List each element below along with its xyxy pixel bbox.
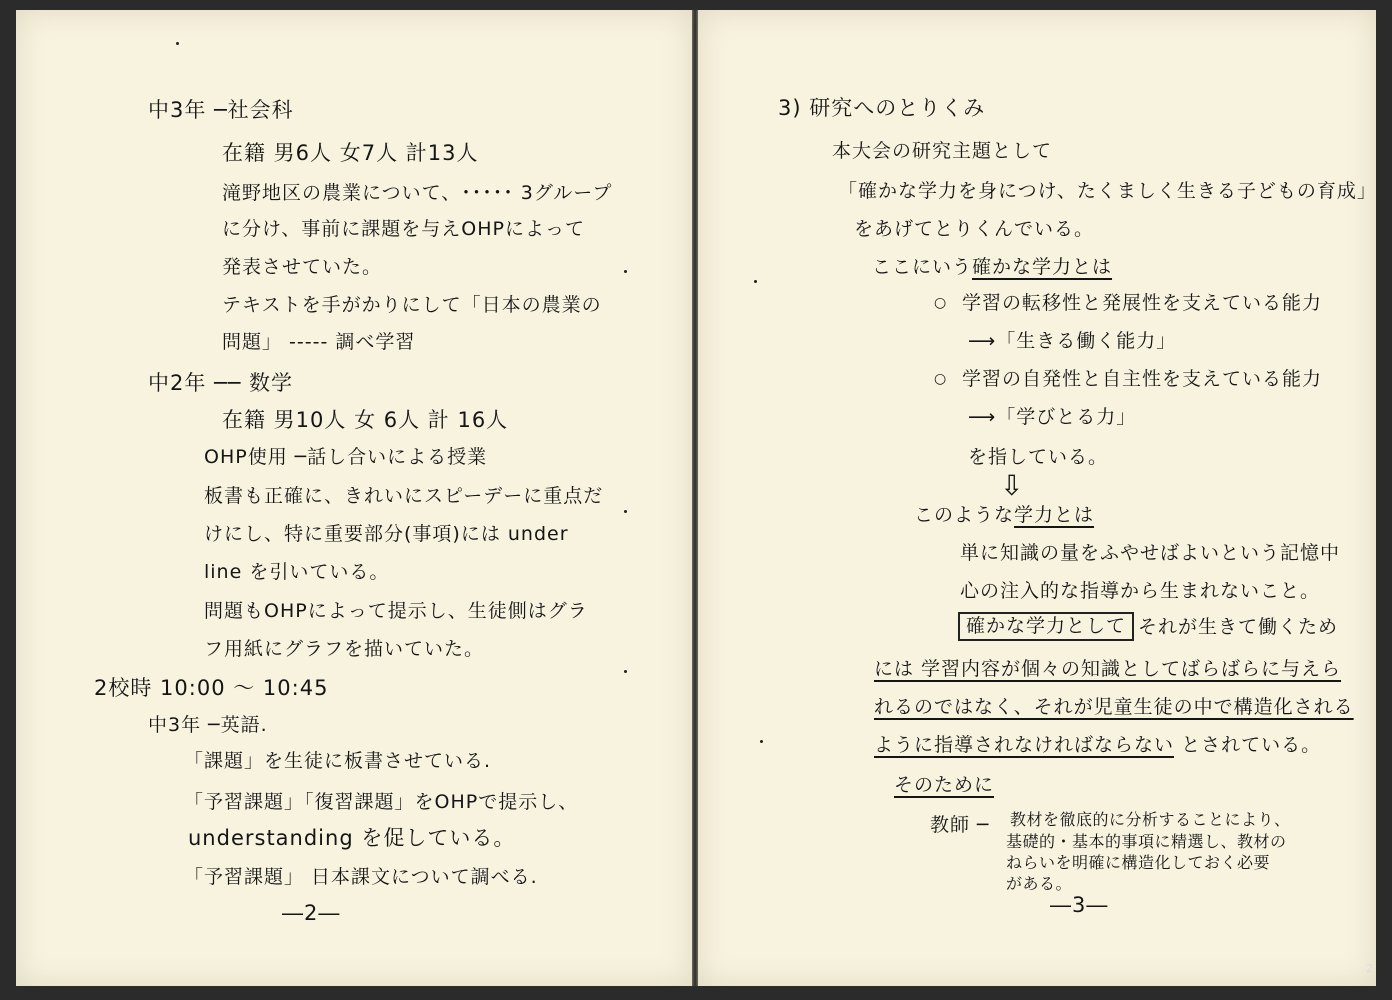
grade3-social-heading: 中3年 ─社会科 xyxy=(148,98,294,122)
right-page xyxy=(698,10,1376,986)
text-line: には 学習内容が個々の知識としてばらばらに与えら xyxy=(874,658,1342,680)
text-line: 板書も正確に、きれいにスピーデーに重点だ xyxy=(204,485,604,507)
text-line: テキストを手がかりにして「日本の農業の xyxy=(222,294,602,316)
text-line: けにし、特に重要部分(事項)には under xyxy=(204,523,569,545)
text-line: ねらいを明確に構造化しておく必要 xyxy=(1006,853,1271,872)
left-page xyxy=(16,10,692,986)
text-line: それが生きて働くため xyxy=(1138,616,1339,638)
text-line: 問題」 ----- 調べ学習 xyxy=(222,331,416,353)
grade2-math-heading: 中2年 ── 数学 xyxy=(148,371,293,395)
text-line: understanding を促している。 xyxy=(188,826,516,850)
bullet-icon: ○ xyxy=(934,295,948,311)
bullet-2-arrow: ⟶「学びとる力」 xyxy=(968,406,1137,428)
page-number: ―3― xyxy=(1050,893,1109,917)
text-line: OHP使用 ─話し合いによる授業 xyxy=(204,446,488,468)
teacher-label: 教師 ─ xyxy=(930,814,990,836)
text-line: 発表させていた。 xyxy=(222,256,383,278)
bullet-2: 学習の自発性と自主性を支えている能力 xyxy=(962,368,1323,390)
text-line: ように指導されなければならない とされている。 xyxy=(874,734,1322,756)
text-line: れるのではなく、それが児童生徒の中で構造化される xyxy=(874,696,1354,718)
text-line: 在籍 男6人 女7人 計13人 xyxy=(222,141,479,165)
grade3-english-heading: 中3年 ─英語. xyxy=(148,714,268,736)
bullet-1: 学習の転移性と発展性を支えている能力 xyxy=(962,292,1323,314)
text-line: 「課題」を生徒に板書させている. xyxy=(184,750,492,772)
text-line: line を引いている。 xyxy=(204,561,390,583)
text-line: 基礎的・基本的事項に精選し、教材の xyxy=(1006,832,1287,851)
text-line: 心の注入的な指導から生まれないこと。 xyxy=(960,580,1321,602)
section-heading: 3) 研究へのとりくみ xyxy=(778,96,986,120)
text-line: がある。 xyxy=(1006,874,1073,893)
text-line: を指している。 xyxy=(968,446,1109,468)
text-line: に分け、事前に課題を与えOHPによって xyxy=(222,218,585,240)
text-line: フ用紙にグラフを描いていた。 xyxy=(204,638,485,660)
text-line: 問題もOHPによって提示し、生徒側はグラ xyxy=(204,600,588,622)
research-theme: 「確かな学力を身につけ、たくましく生きる子どもの育成」 xyxy=(838,180,1377,202)
period2-heading: 2校時 10:00 〜 10:45 xyxy=(94,676,329,700)
text-line: 本大会の研究主題として xyxy=(832,140,1053,162)
text-line: 滝野地区の農業について、･････ 3グループ xyxy=(222,182,613,204)
corner-mark: 2 xyxy=(1366,962,1373,975)
therefore-heading: そのために xyxy=(894,774,995,796)
such-ability: このような学力とは xyxy=(914,504,1095,526)
text-line: 「予習課題」 日本課文について調べる. xyxy=(184,866,538,888)
down-arrow-icon: ⇩ xyxy=(1000,469,1024,502)
boxed-label: 確かな学力として xyxy=(958,612,1134,641)
text-line: をあげてとりくんでいる。 xyxy=(854,218,1095,240)
bullet-1-arrow: ⟶「生きる働く能力」 xyxy=(968,330,1177,352)
text-line: 単に知識の量をふやせばよいという記憶中 xyxy=(960,542,1341,564)
text-line: 「予習課題」「復習課題」をOHPで提示し、 xyxy=(184,791,579,813)
page-number: ―2― xyxy=(282,901,341,925)
text-line: 教材を徹底的に分析することにより、 xyxy=(1010,810,1291,829)
bullet-icon: ○ xyxy=(934,371,948,387)
definition-intro: ここにいう確かな学力とは xyxy=(872,256,1113,278)
text-line: 在籍 男10人 女 6人 計 16人 xyxy=(222,408,509,432)
